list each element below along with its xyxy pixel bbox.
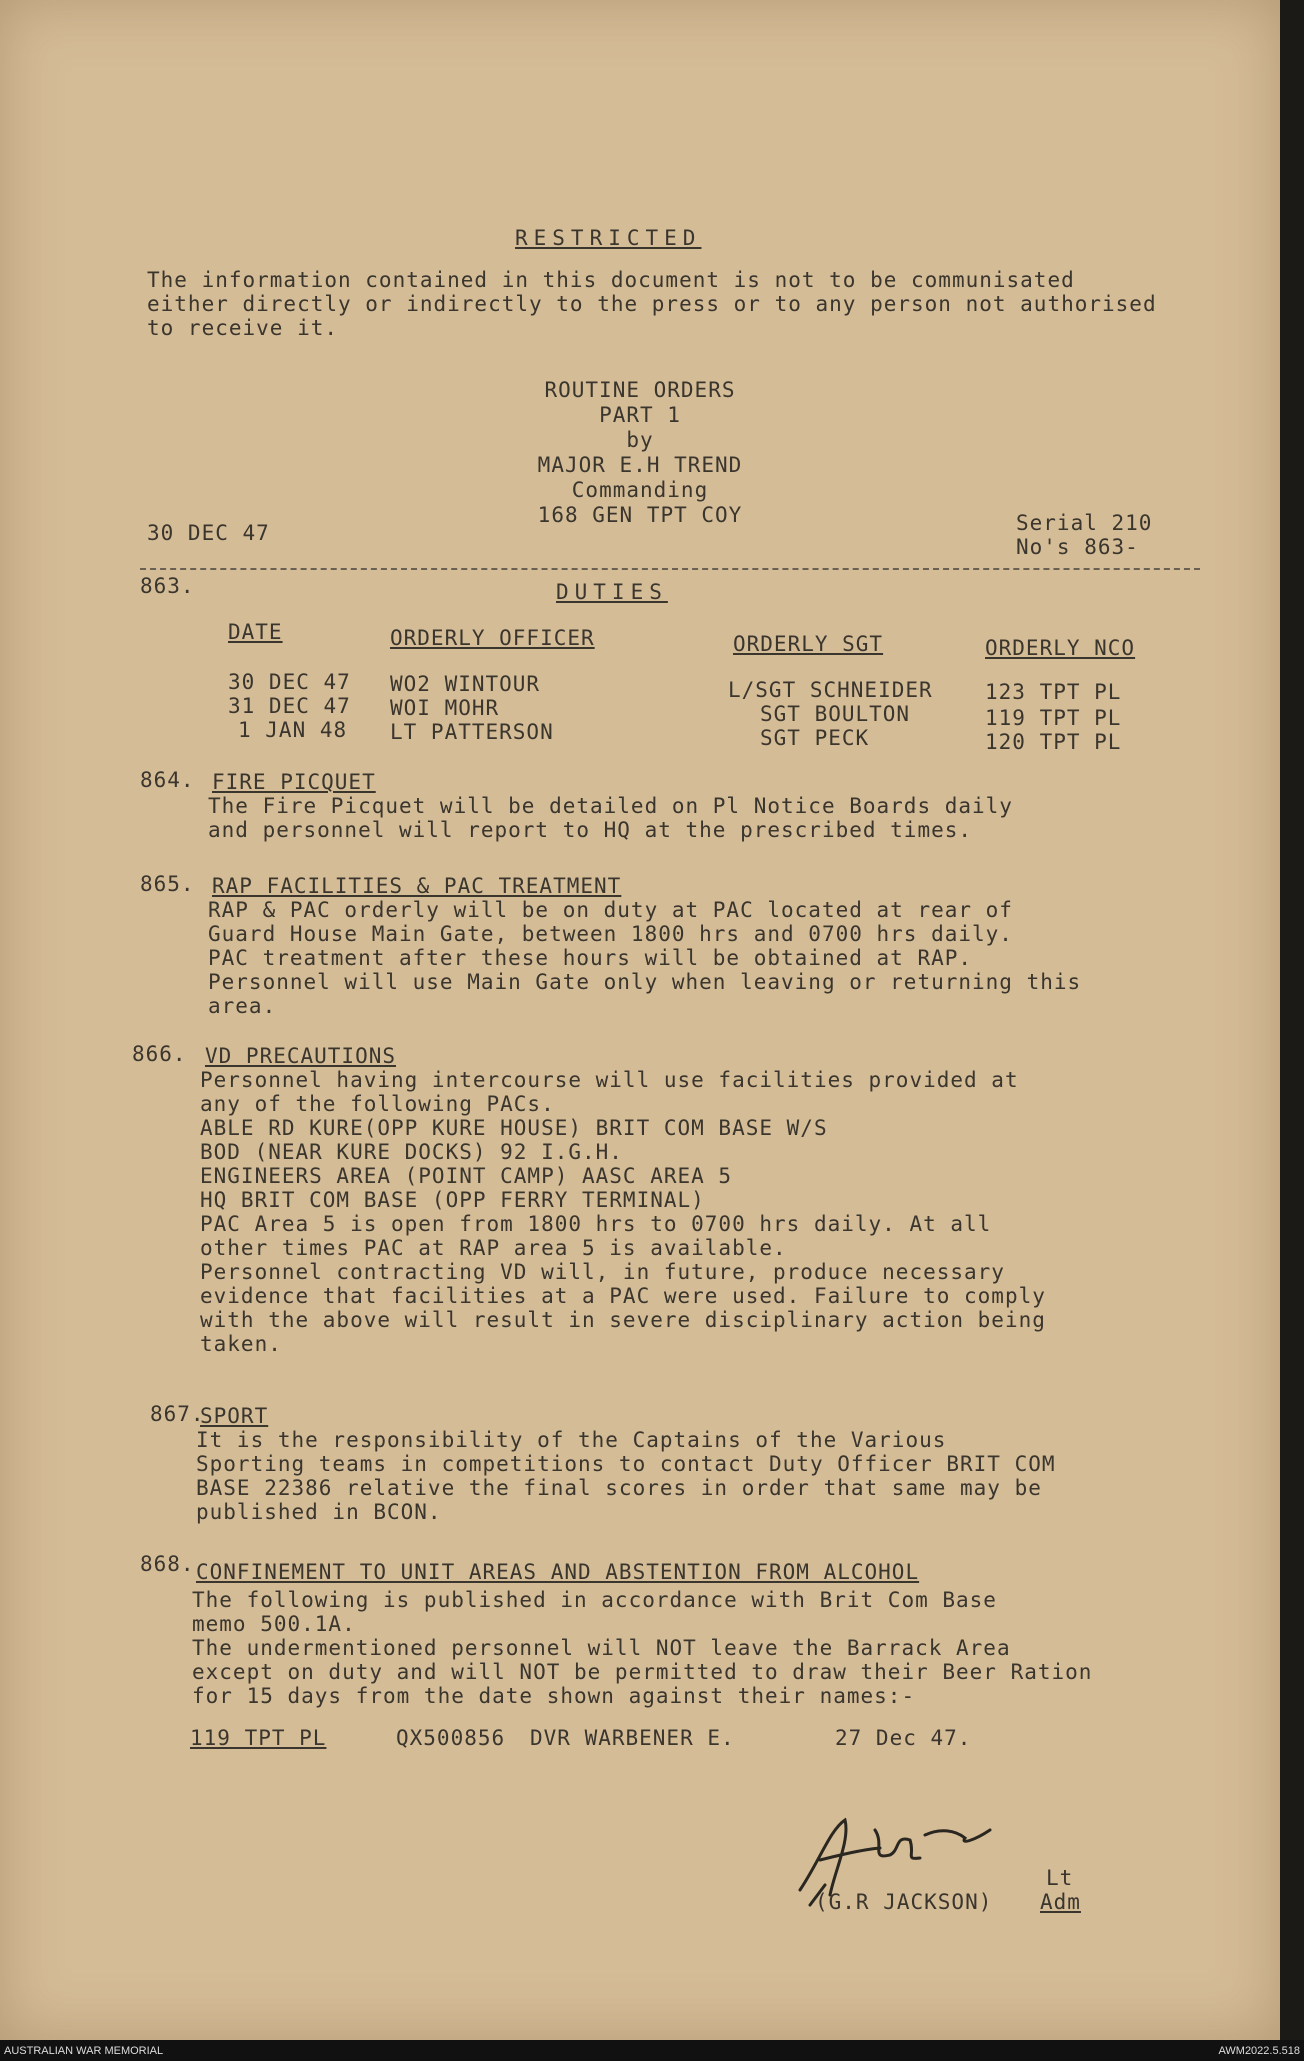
footer-source: AUSTRALIAN WAR MEMORIAL [4, 2045, 164, 2057]
duty-officer: WO2 WINTOUR [390, 672, 541, 696]
section-number: 865. [140, 872, 195, 896]
duties-col-sgt: ORDERLY SGT [733, 632, 884, 656]
duty-sgt: L/SGT SCHNEIDER [728, 678, 933, 702]
duties-heading: DUTIES [556, 580, 668, 604]
duty-nco: 120 TPT PL [985, 730, 1122, 754]
classification-heading: RESTRICTED [515, 226, 702, 250]
order-numbers: No's 863- [1016, 535, 1139, 559]
order-line: ROUTINE ORDERS [544, 378, 736, 402]
duty-nco: 119 TPT PL [985, 706, 1122, 730]
order-line: by [626, 428, 654, 452]
section-number: 868. [140, 1552, 195, 1576]
security-notice: The information contained in this document is not to be communisated either directly or indirectly to the press or to any person not authorised to receive it. [147, 268, 1157, 340]
order-line: Commanding [571, 478, 709, 502]
entry-service-number: QX500856 [396, 1726, 506, 1750]
duty-sgt: SGT PECK [760, 726, 870, 750]
entry-date: 27 Dec 47. [835, 1726, 972, 1750]
section-body: RAP & PAC orderly will be on duty at PAC located at rear of Guard House Main Gate, between 1800 hrs and 0700 hrs daily. PAC treatment after these hours will be obtained at RAP. Personnel will use Main Gate only when leaving or returning this area. [208, 898, 1082, 1018]
section-number: 866. [132, 1042, 187, 1066]
serial-number: Serial 210 [1016, 511, 1153, 535]
duty-date: 31 DEC 47 [228, 694, 351, 718]
section-heading: SPORT [200, 1404, 269, 1428]
section-body: The Fire Picquet will be detailed on Pl Notice Boards daily and personnel will report to HQ at the prescribed times. [208, 794, 1013, 842]
section-heading: CONFINEMENT TO UNIT AREAS AND ABSTENTION FROM ALCOHOL [196, 1560, 920, 1584]
entry-unit: 119 TPT PL [190, 1726, 327, 1750]
separator-line [140, 568, 1200, 570]
duty-date: 1 JAN 48 [238, 718, 348, 742]
section-heading: VD PRECAUTIONS [205, 1044, 397, 1068]
duty-date: 30 DEC 47 [228, 670, 351, 694]
order-header [500, 378, 780, 528]
section-body: The following is published in accordance with Brit Com Base memo 500.1A. The undermentioned personnel will NOT leave the Barrack Area except on duty and will NOT be permitted to draw their Beer Ration for 15 days from the date shown against their names:- [192, 1588, 1093, 1708]
duty-officer: WOI MOHR [390, 696, 500, 720]
section-body: Personnel having intercourse will use facilities provided at any of the following PACs. ABLE RD KURE(OPP KURE HOUSE) BRIT COM BASE W/S BOD (NEAR KURE DOCKS) 92 I.G.H. ENGINEERS AREA (POINT CAMP) AASC AREA 5 HQ BRIT COM BASE (OPP FERRY TERMINAL) PAC Area 5 is open from 1800 hrs to 0700 hrs daily. At all other times PAC at RAP area 5 is available. Personnel contracting VD will, in future, produce necessary evidence that facilities at a PAC were used. Failure to comply with the above will result in severe disciplinary action being taken. [200, 1068, 1046, 1356]
order-line: PART 1 [599, 403, 681, 427]
section-heading: FIRE PICQUET [212, 770, 376, 794]
section-body: It is the responsibility of the Captains of the Various Sporting teams in competitions to contact Duty Officer BRIT COM BASE 22386 relative the final scores in order that same may be published in BCON. [196, 1428, 1056, 1524]
section-number: 867. [150, 1402, 205, 1426]
section-number: 863. [140, 574, 195, 598]
entry-name: DVR WARBENER E. [530, 1726, 735, 1750]
duty-officer: LT PATTERSON [390, 720, 554, 744]
duties-col-date: DATE [228, 620, 283, 644]
order-line: 168 GEN TPT COY [537, 503, 743, 527]
footer-bar [0, 2040, 1304, 2061]
duties-col-nco: ORDERLY NCO [985, 636, 1136, 660]
signature-rank: Lt [1046, 1866, 1074, 1890]
order-line: MAJOR E.H TREND [537, 453, 743, 477]
section-number: 864. [140, 768, 195, 792]
signature-name: (G.R JACKSON) [815, 1890, 993, 1914]
duty-sgt: SGT BOULTON [760, 702, 911, 726]
order-date: 30 DEC 47 [147, 521, 270, 545]
footer-accession: AWM2022.5.518 [1218, 2045, 1300, 2057]
section-heading: RAP FACILITIES & PAC TREATMENT [212, 874, 622, 898]
signature-appointment: Adm [1040, 1890, 1081, 1914]
duty-nco: 123 TPT PL [985, 680, 1122, 704]
duties-col-officer: ORDERLY OFFICER [390, 626, 595, 650]
